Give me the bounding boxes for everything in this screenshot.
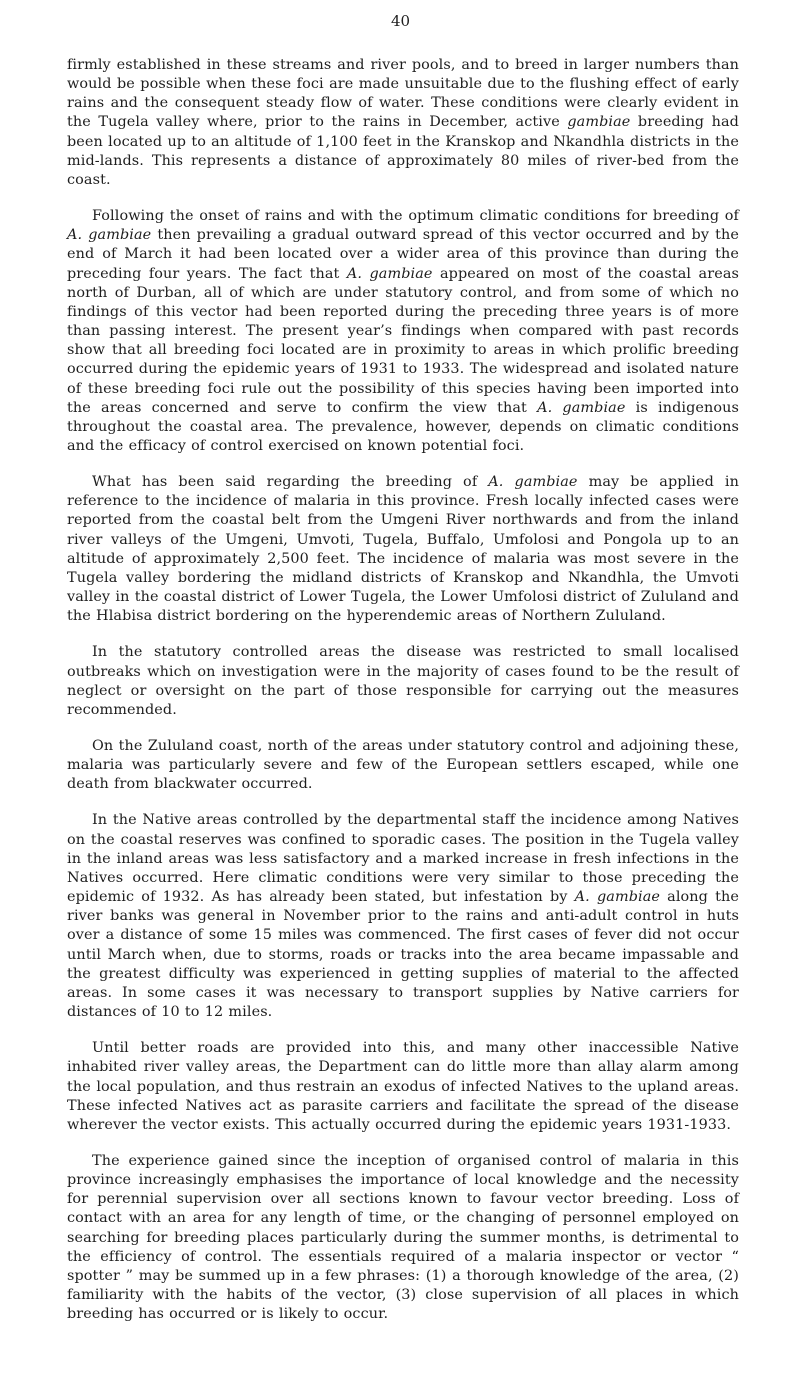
paragraph: [67, 643, 739, 720]
text-run: The experience gained since the inception of organised control of malaria in this province increasingly emphasises the importance of local knowledge and the necessity for perennial supervision over all sections known to favour vector breeding. Loss of contact with an area for any length of time, or the changing of personnel employed on searching for breeding places particularly during the summer months, is detrimental to the efficiency of control. The essentials required of a malaria inspector or vector “ spotter ” may be summed up in a few phrases: (1) a thorough knowledge of the area, (2) familiarity with the habits of the vector, (3) close supervision of all places in which breeding has occurred or is likely to occur.: [67, 1152, 739, 1323]
text-run: In the statutory controlled areas the disease was restricted to small localised outbreaks which on investigation were in the majority of cases found to be the result of neglect or oversight on the part of those responsible for carrying out the measures recommended.: [67, 644, 739, 718]
paragraph: [67, 56, 739, 190]
paragraph: [67, 811, 739, 1022]
text-run: breeding had been located up to an altitude of 1,100 feet in the Kranskop and Nkandhla districts in the mid-lands. This represents a distance of approximately 80 miles of river-bed from the coast.: [67, 114, 739, 188]
page-number: 40: [390, 12, 411, 30]
text-run: then prevailing a gradual outward spread of this vector occurred and by the end of March it had been located over a wider area of this province than during the preceding four years. The fact that: [67, 227, 739, 282]
italic-text: gambiae: [567, 114, 631, 131]
paragraph: [67, 1039, 739, 1135]
italic-text: A. gambiae: [537, 399, 626, 416]
italic-text: A. gambiae: [346, 265, 433, 282]
text-run: may be applied in reference to the incidence of malaria in this province. Fresh locally infected cases were reported from the coastal belt from the Umgeni River northwards and from the inland river valleys of the Umgeni, Umvoti, Tugela, Buffalo, Umfolosi and Pongola up to an altitude of approximately 2,500 feet. The incidence of malaria was most severe in the Tugela valley bordering the midland districts of Kranskop and Nkandhla, the Umvoti valley in the coastal district of Lower Tugela, the Lower Umfolosi district of Zululand and the Hlabisa district bordering on the hyperendemic areas of Northern Zululand.: [67, 474, 740, 625]
paragraph: [67, 473, 739, 626]
text-run: firmly established in these streams and river pools, and to breed in larger numbers than would be possible when these foci are made unsuitable due to the flushing effect of early rains and the consequent steady flow of water. These conditions were clearly evident in the Tugela valley where, prior to the rains in December, active: [67, 57, 739, 131]
text-run: In the Native areas controlled by the departmental staff the incidence among Natives on the coastal reserves was confined to sporadic cases. The position in the Tugela valley in the inland areas was less satisfactory and a marked increase in fresh infections in the Natives occurred. Here climatic conditions were very similar to those preceding the epidemic of 1932. As has already been stated, but infestation by: [67, 812, 739, 906]
text-run: What has been said regarding the breeding of: [92, 474, 489, 491]
text-run: is indigenous throughout the coastal area. The prevalence, however, depends on climatic conditions and the efficacy of control exercised on known potential foci.: [67, 399, 739, 454]
text-run: On the Zululand coast, north of the areas under statutory control and adjoining these, malaria was particularly severe and few of the European settlers escaped, while one death from blackwater occurred.: [67, 738, 739, 793]
paragraph: [67, 207, 739, 456]
italic-text: A. gambiae: [488, 474, 578, 491]
italic-text: A. gambiae: [574, 889, 661, 906]
body-text: [67, 56, 739, 1341]
paragraph: [67, 1152, 739, 1324]
text-run: Until better roads are provided into this, and many other inaccessible Native inhabited river valley areas, the Department can do little more than allay alarm among the local population, and thus restrain an exodus of infected Natives to the upland areas. These infected Natives act as parasite carriers and facilitate the spread of the disease wherever the vector exists. This actually occurred during the epidemic years 1931-1933.: [67, 1040, 739, 1133]
text-run: along the river banks was general in November prior to the rains and anti-adult control in huts over a distance of some 15 miles was commenced. The first cases of fever did not occur until March when, due to storms, roads or tracks into the area became impassable and the greatest difficulty was experienced in getting supplies of material to the affected areas. In some cases it was necessary to transport supplies by Native carriers for distances of 10 to 12 miles.: [67, 889, 739, 1021]
paragraph: [67, 737, 739, 794]
text-run: appeared on most of the coastal areas north of Durban, all of which are under statutory control, and from some of which no findings of this vector had been reported during the preceding three years is of more than passing interest. The present year’s findings when compared with past records show that all breeding foci located are in proximity to areas in which prolific breeding occurred during the epidemic years of 1931 to 1933. The widespread and isolated nature of these breeding foci rule out the possibility of this species having been imported into the areas concerned and serve to confirm the view that: [67, 265, 739, 416]
text-run: Following the onset of rains and with the optimum climatic conditions for breeding of: [92, 208, 739, 225]
italic-text: A. gambiae: [67, 227, 152, 244]
